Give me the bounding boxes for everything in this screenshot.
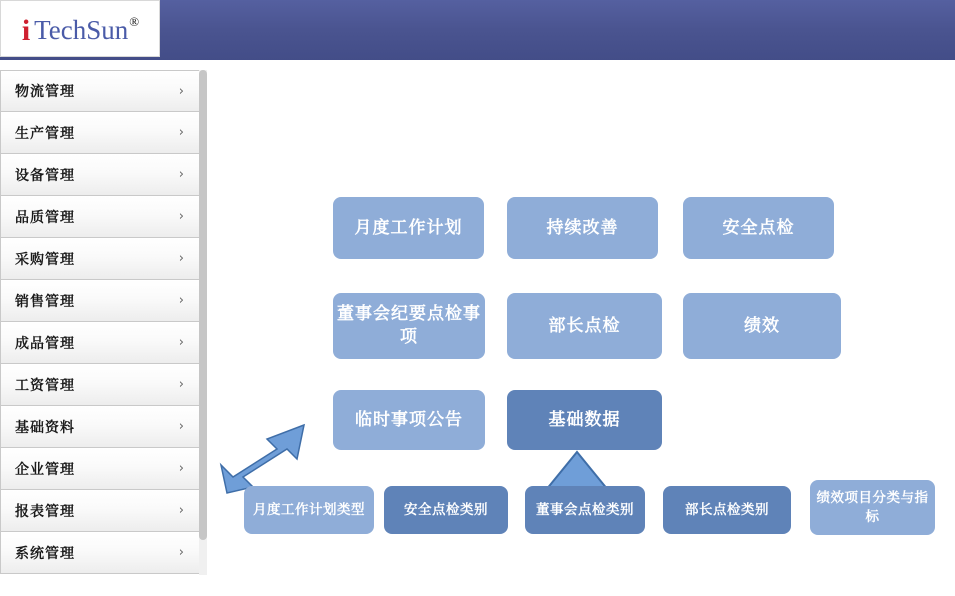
sidebar-item-quality[interactable] bbox=[0, 196, 207, 238]
tile-board-minutes-inspection[interactable] bbox=[333, 293, 485, 359]
chevron-right-icon: › bbox=[178, 83, 184, 99]
sidebar-item-enterprise[interactable] bbox=[0, 448, 207, 490]
divider bbox=[207, 535, 955, 536]
sidebar-item-label: 工资管理 bbox=[15, 376, 75, 393]
subtile-safety-inspection-category[interactable] bbox=[384, 486, 508, 534]
subtile-performance-category-indicator[interactable] bbox=[810, 480, 935, 535]
tile-label: 月度工作计划 bbox=[354, 217, 463, 237]
main-content bbox=[207, 60, 955, 596]
tile-basic-data[interactable] bbox=[507, 390, 662, 450]
logo-inner bbox=[21, 13, 140, 47]
tile-continuous-improvement[interactable] bbox=[507, 197, 658, 259]
subtile-monthly-work-plan-type[interactable] bbox=[244, 486, 374, 534]
sidebar-item-label: 销售管理 bbox=[15, 292, 75, 309]
logo-text: TechSun bbox=[34, 14, 129, 45]
chevron-right-icon: › bbox=[178, 125, 184, 140]
chevron-right-icon: › bbox=[178, 293, 184, 308]
sidebar bbox=[0, 70, 207, 575]
chevron-right-icon: › bbox=[178, 503, 184, 518]
sidebar-item-label: 采购管理 bbox=[15, 250, 75, 267]
subtile-label: 董事会点检类别 bbox=[536, 501, 634, 517]
chevron-right-icon: › bbox=[178, 545, 184, 560]
subtile-label: 部长点检类别 bbox=[685, 501, 769, 517]
sidebar-item-sales[interactable] bbox=[0, 280, 207, 322]
sidebar-item-label: 设备管理 bbox=[15, 166, 75, 183]
tile-label: 持续改善 bbox=[546, 217, 619, 237]
tile-label: 临时事项公告 bbox=[355, 409, 463, 429]
registered-trademark-icon: ® bbox=[129, 13, 140, 29]
subtile-label: 月度工作计划类型 bbox=[253, 501, 365, 517]
tile-safety-inspection[interactable] bbox=[683, 197, 834, 259]
tile-label: 部长点检 bbox=[548, 315, 621, 335]
sidebar-item-purchasing[interactable] bbox=[0, 238, 207, 280]
subtile-label: 绩效项目分类与指标 bbox=[816, 490, 929, 524]
logo-mark-icon: i bbox=[21, 13, 31, 47]
sidebar-scrollbar-thumb[interactable] bbox=[199, 70, 207, 540]
sidebar-item-label: 企业管理 bbox=[15, 460, 75, 477]
chevron-right-icon: › bbox=[178, 461, 184, 476]
sidebar-item-equipment[interactable] bbox=[0, 154, 207, 196]
sidebar-item-label: 报表管理 bbox=[15, 502, 75, 519]
subtile-board-inspection-category[interactable] bbox=[525, 486, 645, 534]
chevron-right-icon: › bbox=[178, 335, 184, 350]
sidebar-item-label: 生产管理 bbox=[15, 124, 75, 141]
tile-performance[interactable] bbox=[683, 293, 841, 359]
chevron-right-icon: › bbox=[178, 251, 184, 266]
chevron-right-icon: › bbox=[178, 419, 184, 434]
sidebar-item-payroll[interactable] bbox=[0, 364, 207, 406]
tile-label: 安全点检 bbox=[722, 217, 795, 237]
sidebar-item-finished-goods[interactable] bbox=[0, 322, 207, 364]
sidebar-item-reports[interactable] bbox=[0, 490, 207, 532]
sidebar-item-label: 基础资料 bbox=[15, 418, 75, 435]
tile-label: 基础数据 bbox=[548, 409, 621, 429]
sidebar-item-label: 品质管理 bbox=[15, 208, 75, 225]
chevron-right-icon: › bbox=[178, 209, 184, 224]
tile-temporary-notice[interactable] bbox=[333, 390, 485, 450]
sidebar-item-logistics[interactable] bbox=[0, 70, 207, 112]
sidebar-item-label: 系统管理 bbox=[15, 544, 75, 561]
tile-monthly-work-plan[interactable] bbox=[333, 197, 484, 259]
sidebar-item-production[interactable] bbox=[0, 112, 207, 154]
tile-label: 董事会纪要点检事项 bbox=[337, 304, 481, 346]
sidebar-item-label: 成品管理 bbox=[15, 334, 75, 351]
chevron-right-icon: › bbox=[178, 377, 184, 392]
sidebar-item-label: 物流管理 bbox=[15, 83, 75, 99]
logo[interactable] bbox=[0, 0, 160, 57]
sidebar-scrollbar[interactable] bbox=[199, 70, 207, 575]
subtile-director-inspection-category[interactable] bbox=[663, 486, 791, 534]
tile-director-inspection[interactable] bbox=[507, 293, 662, 359]
chevron-right-icon: › bbox=[178, 167, 184, 182]
app-header bbox=[0, 0, 955, 60]
sidebar-item-system[interactable] bbox=[0, 532, 207, 574]
subtile-label: 安全点检类别 bbox=[404, 501, 488, 517]
sidebar-item-basic-data[interactable] bbox=[0, 406, 207, 448]
tile-label: 绩效 bbox=[744, 315, 780, 335]
